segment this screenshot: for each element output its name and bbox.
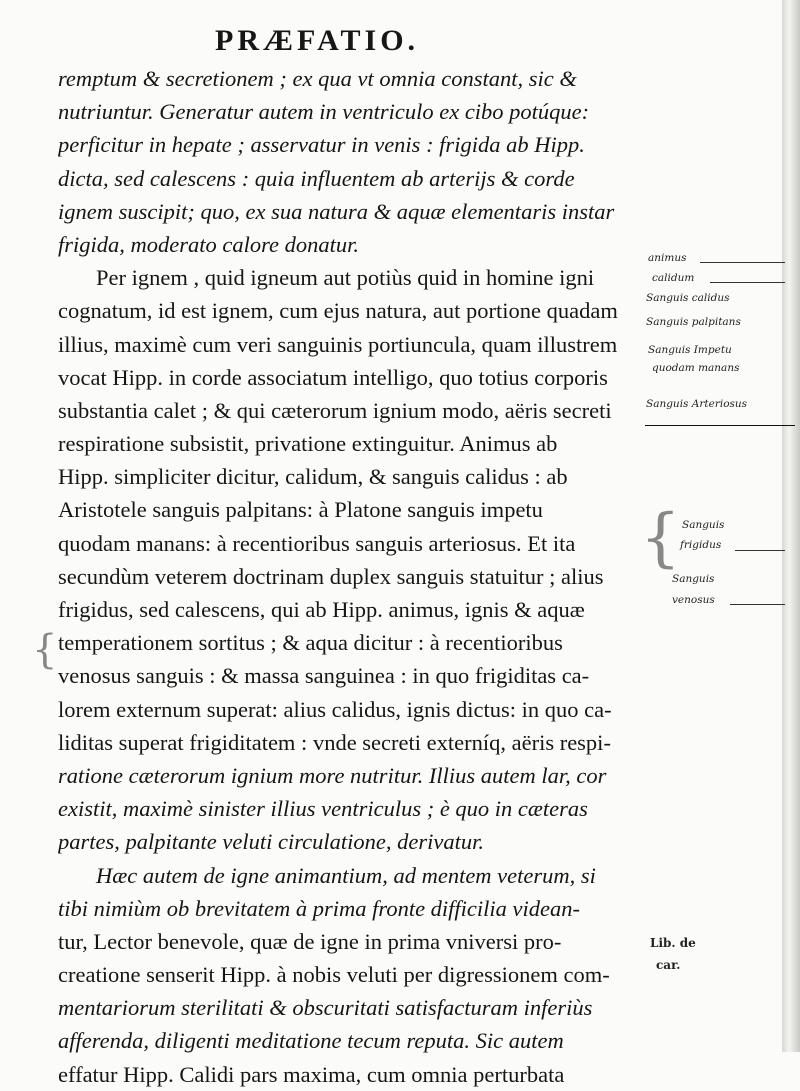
text-line: substantia calet ; & qui cæterorum ignium modo, aëris secreti	[58, 397, 612, 423]
margin-underline	[700, 262, 785, 263]
text-line: liditas superat frigiditatem : vnde secreti externíq, aëris respi-	[58, 729, 611, 755]
text-line: quodam manans: à recentioribus sanguis arteriosus. Et ita	[58, 530, 576, 556]
text-line: partes, palpitante veluti circulatione, derivatur.	[58, 829, 484, 855]
text-line: mentariorum sterilitati & obscuritati satisfacturam inferiùs	[58, 995, 593, 1021]
text-line: effatur Hipp. Calidi pars maxima, cum omnia perturbata	[58, 1061, 565, 1087]
text-line: nutriuntur. Generatur autem in ventriculo ex cibo potúque:	[58, 99, 590, 125]
margin-underline	[730, 604, 785, 605]
text-line: afferenda, diligenti meditatione tecum reputa. Sic autem	[58, 1028, 564, 1054]
text-line: cognatum, id est ignem, cum ejus natura, aut portione quadam	[58, 298, 618, 324]
text-line: dicta, sed calescens : quia influentem ab arterijs & corde	[58, 165, 575, 191]
text-line: temperationem sortitus ; & aqua dicitur : à recentioribus	[58, 630, 563, 656]
margin-underline	[735, 550, 785, 551]
margin-note-frigidus: frigidus	[680, 539, 722, 551]
margin-note-sanguis-2: Sanguis	[672, 573, 715, 585]
text-line: frigida, moderato calore donatur.	[58, 231, 360, 257]
margin-note-animus: animus	[648, 252, 687, 264]
text-line: Hæc autem de igne animantium, ad mentem veterum, si	[96, 862, 596, 888]
text-line: remptum & secretionem ; ex qua vt omnia constant, sic &	[58, 66, 577, 91]
margin-note-sanguis-calidus: Sanguis calidus	[646, 292, 730, 304]
main-text-block	[58, 62, 640, 1091]
page-edge	[782, 0, 800, 1052]
text-line: ignem suscipit; quo, ex sua natura & aquæ elementaris instar	[58, 198, 615, 224]
text-line: secundùm veterem doctrinam duplex sanguis statuitur ; alius	[58, 563, 604, 589]
text-line: creatione senserit Hipp. à nobis veluti per digressionem com-	[58, 962, 610, 988]
margin-note-sanguis-arteriosus: Sanguis Arteriosus	[646, 398, 748, 410]
margin-note-venosus: venosus	[672, 594, 715, 606]
text-line: tur, Lector benevole, quæ de igne in prima vniversi pro-	[58, 928, 562, 954]
text-line: tibi nimiùm ob brevitatem à prima fronte difficilia videan-	[58, 895, 581, 921]
margin-note-quodam-manans: quodam manans	[652, 362, 740, 374]
margin-brace-left: {	[32, 627, 58, 673]
text-line: frigidus, sed calescens, qui ab Hipp. animus, ignis & aquæ	[58, 597, 585, 622]
margin-note-sanguis: Sanguis	[682, 519, 725, 531]
margin-note-calidum: calidum	[652, 272, 695, 284]
text-line: Per ignem , quid igneum aut potiùs quid in homine igni	[96, 265, 595, 291]
text-line: ratione cæterorum ignium more nutritur. Illius autem lar, cor	[58, 762, 607, 788]
margin-note-sanguis-palpitans: Sanguis palpitans	[646, 316, 741, 328]
margin-underline	[710, 282, 785, 283]
text-line: lorem externum superat: alius calidus, ignis dictus: in quo ca-	[58, 696, 612, 722]
text-line: venosus sanguis : & massa sanguinea : in quo frigiditas ca-	[58, 663, 590, 689]
text-line: respiratione subsistit, privatione extinguitur. Animus ab	[58, 431, 558, 457]
printed-margin-note-line1: Lib. de	[650, 936, 696, 950]
text-line: vocat Hipp. in corde associatum intelligo, quo totius corporis	[58, 364, 608, 390]
margin-note-sanguis-impetu: Sanguis Impetu	[648, 344, 732, 356]
text-line: existit, maximè sinister illius ventriculus ; è quo in cæteras	[58, 796, 588, 822]
margin-rule	[645, 425, 795, 426]
text-line: perficitur in hepate ; asservatur in venis : frigida ab Hipp.	[58, 132, 585, 158]
margin-brace: {	[640, 501, 681, 575]
text-line: illius, maximè cum veri sanguinis portiuncula, quam illustrem	[58, 331, 618, 357]
printed-margin-note-line2: car.	[656, 958, 681, 972]
text-line: Aristotele sanguis palpitans: à Platone sanguis impetu	[58, 497, 543, 523]
text-line: Hipp. simpliciter dicitur, calidum, & sanguis calidus : ab	[58, 464, 568, 490]
running-head: PRÆFATIO.	[215, 24, 420, 57]
